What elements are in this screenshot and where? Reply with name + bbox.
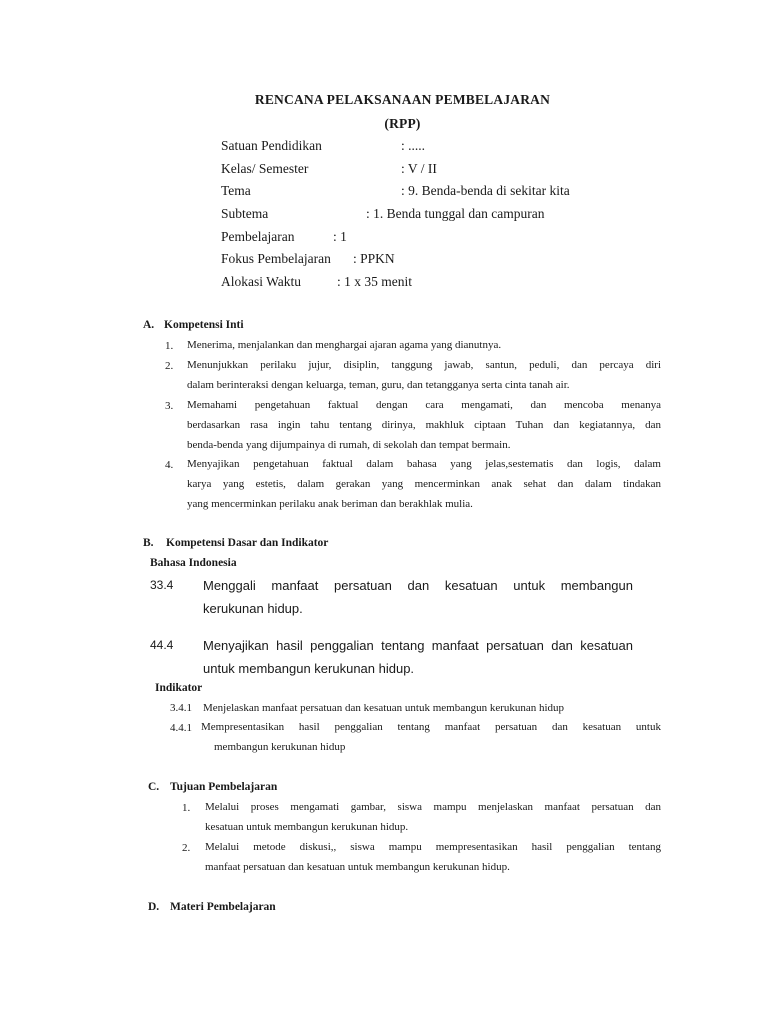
ki-3-num: 3. xyxy=(165,400,174,412)
meta-label-alokasi: Alokasi Waktu xyxy=(221,274,302,289)
meta-value-fokus: : PPKN xyxy=(353,251,395,266)
kd-1-num: 33.4 xyxy=(150,578,174,592)
ki-2-text: Menunjukkan perilaku jujur, disiplin, tanggung jawab, santun, peduli, dan percaya diri dalam berinteraksi dengan keluarga, teman, guru, dan tetangganya serta cinta tanah air. xyxy=(187,359,661,391)
page-subtitle: (RPP) xyxy=(384,116,421,131)
meta-label-satuan: Satuan Pendidikan xyxy=(221,138,322,153)
section-c-marker: C. xyxy=(148,781,160,793)
section-a-marker: A. xyxy=(143,319,155,331)
ki-3-text: Memahami pengetahuan faktual dengan cara mengamati, dan mencoba menanya berdasarkan rasa ingin tahu tentang dirinya, makhluk ciptaan Tuhan dan kegiatannya, dan benda-benda yang dijumpainya di rumah, di sekolah dan tempat bermain. xyxy=(187,399,661,451)
ki-4-text: Menyajikan pengetahuan faktual dalam bahasa yang jelas,sestematis dan logis, dalam karya yang estetis, dalam gerakan yang mencerminkan anak sehat dan dalam tindakan yang mencerminkan perilaku anak beriman dan berakhlak mulia. xyxy=(187,458,661,510)
section-d-title: Materi Pembelajaran xyxy=(170,901,276,913)
ki-2-num: 2. xyxy=(165,360,174,372)
tujuan-1-text: Melalui proses mengamati gambar, siswa mampu menjelaskan manfaat persatuan dan kesatuan untuk membangun kerukunan hidup. xyxy=(205,801,661,833)
kd-1-text: Menggali manfaat persatuan dan kesatuan untuk membangun kerukunan hidup. xyxy=(203,578,633,616)
section-b-marker: B. xyxy=(143,537,154,549)
section-a-title: Kompetensi Inti xyxy=(164,319,244,331)
meta-label-subtema: Subtema xyxy=(221,206,269,221)
meta-label-kelas: Kelas/ Semester xyxy=(221,161,309,176)
kd-2-text: Menyajikan hasil penggalian tentang manfaat persatuan dan kesatuan untuk membangun kerukunan hidup. xyxy=(203,638,633,676)
section-b-title: Kompetensi Dasar dan Indikator xyxy=(166,537,329,549)
indikator-1-num: 3.4.1 xyxy=(170,702,192,714)
indikator-title: Indikator xyxy=(155,682,203,694)
ki-1-text: Menerima, menjalankan dan menghargai ajaran agama yang dianutnya. xyxy=(187,339,502,351)
subject-bahasa-indonesia: Bahasa Indonesia xyxy=(150,557,237,569)
section-d-marker: D. xyxy=(148,901,160,913)
meta-value-tema: : 9. Benda-benda di sekitar kita xyxy=(401,183,570,198)
tujuan-1-num: 1. xyxy=(182,802,191,814)
meta-value-alokasi: : 1 x 35 menit xyxy=(337,274,412,289)
meta-value-kelas: : V / II xyxy=(401,161,437,176)
ki-1-num: 1. xyxy=(165,340,174,352)
meta-value-satuan: : ..... xyxy=(401,138,426,153)
meta-label-tema: Tema xyxy=(221,183,251,198)
indikator-2-text: Mempresentasikan hasil penggalian tentang manfaat persatuan dan kesatuan untuk membangun kerukunan hidup xyxy=(201,721,661,753)
ki-4-num: 4. xyxy=(165,459,174,471)
page-title: RENCANA PELAKSANAAN PEMBELAJARAN xyxy=(254,92,551,107)
meta-label-pembelajaran: Pembelajaran xyxy=(221,229,295,244)
kd-2-num: 44.4 xyxy=(150,638,174,652)
indikator-1-text: Menjelaskan manfaat persatuan dan kesatuan untuk membangun kerukunan hidup xyxy=(203,702,565,714)
indikator-2-num: 4.4.1 xyxy=(170,722,192,734)
meta-label-fokus: Fokus Pembelajaran xyxy=(221,251,331,266)
section-c-title: Tujuan Pembelajaran xyxy=(170,781,278,793)
meta-value-pembelajaran: : 1 xyxy=(333,229,347,244)
tujuan-2-num: 2. xyxy=(182,842,191,854)
meta-value-subtema: : 1. Benda tunggal dan campuran xyxy=(366,206,545,221)
tujuan-2-text: Melalui metode diskusi,, siswa mampu mempresentasikan hasil penggalian tentang manfaat persatuan dan kesatuan untuk membangun kerukunan hidup. xyxy=(205,841,661,873)
